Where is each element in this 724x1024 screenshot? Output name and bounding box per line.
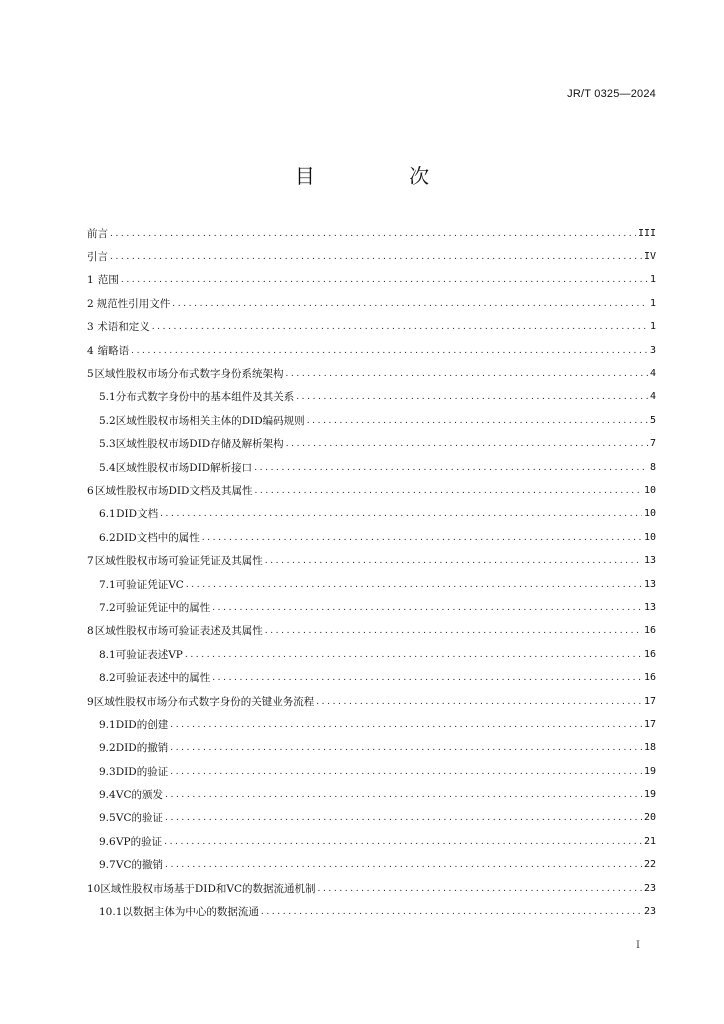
toc-entry-title: 规范性引用文件 [96, 297, 171, 310]
page-title: 目 次 [294, 164, 474, 188]
toc-entry-page: 10 [643, 484, 656, 496]
toc-entry[interactable] [87, 479, 656, 502]
toc-entry-page: 23 [643, 882, 656, 894]
toc-entry-number: 6.1 [99, 508, 116, 521]
toc-entry-page: 3 [649, 344, 656, 356]
toc-entry-page: 1 [649, 297, 656, 309]
toc-entry-page: 16 [643, 625, 656, 637]
toc-entry-page: 1 [649, 274, 656, 286]
toc-entry-number: 6.2 [99, 531, 116, 544]
toc-entry-title: VC的验证 [115, 812, 164, 825]
toc-entry-page: III [637, 227, 656, 239]
toc-entry-title: 以数据主体为中心的数据流通 [122, 906, 259, 919]
toc-dot-leader [160, 507, 642, 521]
toc-dot-leader [165, 788, 642, 802]
toc-entry-title: DID的撤销 [115, 742, 169, 755]
toc-entry-page: 17 [643, 718, 656, 730]
toc-entry-title: VC的撤销 [115, 859, 164, 872]
toc-entry-page: 8 [649, 461, 656, 473]
toc-entry-title: 区域性股权市场DID存储及解析架构 [115, 438, 284, 451]
toc-entry-title: 区域性股权市场可验证表述及其属性 [94, 625, 263, 638]
toc-entry[interactable] [87, 526, 656, 549]
toc-dot-leader [265, 554, 642, 568]
toc-entry-number: 9.5 [99, 812, 116, 825]
toc-dot-leader [164, 835, 642, 849]
toc-entry[interactable] [87, 760, 656, 783]
toc-entry-title: 区域性股权市场可验证凭证及其属性 [94, 555, 263, 568]
toc-entry-number: 3 [87, 321, 94, 334]
toc-entry[interactable] [87, 713, 656, 736]
toc-dot-leader [307, 414, 648, 428]
toc-entry-title: DID的创建 [115, 718, 169, 731]
toc-entry-page: 13 [643, 578, 656, 590]
toc-entry[interactable] [87, 783, 656, 806]
toc-dot-leader [316, 695, 642, 709]
toc-entry-number: 9 [87, 695, 94, 708]
toc-entry-number: 9.7 [99, 859, 116, 872]
toc-entry[interactable] [87, 386, 656, 409]
toc-entry-page: 5 [649, 414, 656, 426]
toc-dot-leader [185, 648, 642, 662]
toc-entry-number: 5.4 [99, 461, 116, 474]
toc-entry[interactable] [87, 900, 656, 923]
toc-entry-number: 1 [87, 274, 94, 287]
toc-entry-page: 16 [643, 648, 656, 660]
toc-entry-number: 8 [87, 625, 94, 638]
toc-entry-number: 10 [87, 882, 101, 895]
table-of-contents [87, 222, 656, 924]
toc-entry-title: 区域性股权市场相关主体的DID编码规则 [115, 414, 305, 427]
toc-entry[interactable] [87, 690, 656, 713]
toc-entry-title: 可验证表述VP [115, 648, 183, 661]
toc-entry[interactable] [87, 877, 656, 900]
toc-entry[interactable] [87, 269, 656, 292]
toc-dot-leader [317, 882, 641, 896]
toc-dot-leader [212, 601, 642, 615]
toc-entry[interactable] [87, 456, 656, 479]
toc-dot-leader [170, 741, 642, 755]
toc-entry-title: 前言 [87, 227, 108, 240]
toc-entry-number: 6 [87, 484, 94, 497]
toc-entry-title: 区域性股权市场分布式数字身份系统架构 [94, 368, 284, 381]
toc-entry[interactable] [87, 854, 656, 877]
toc-entry[interactable] [87, 830, 656, 853]
toc-dot-leader [285, 367, 648, 381]
toc-entry[interactable] [87, 737, 656, 760]
toc-entry-title: DID文档 [116, 508, 159, 521]
toc-entry-page: 17 [643, 695, 656, 707]
toc-entry-number: 7.1 [99, 578, 116, 591]
toc-entry-page: 21 [643, 835, 656, 847]
toc-entry-number: 5.3 [99, 438, 116, 451]
toc-entry-page: 10 [643, 508, 656, 520]
toc-entry-number: 7.2 [99, 601, 116, 614]
toc-entry-number: 10.1 [99, 906, 123, 919]
toc-entry-page: 4 [649, 391, 656, 403]
toc-dot-leader [170, 718, 642, 732]
toc-entry[interactable] [87, 222, 656, 245]
toc-entry-number: 7 [87, 555, 94, 568]
toc-dot-leader [110, 250, 642, 264]
toc-entry-title: 区域性股权市场基于DID和VC的数据流通机制 [100, 882, 316, 895]
toc-entry-page: 13 [643, 555, 656, 567]
toc-entry-number: 8.2 [99, 672, 116, 685]
toc-entry-title: DID文档中的属性 [115, 531, 200, 544]
toc-entry-number: 8.1 [99, 648, 116, 661]
toc-entry-title: VC的颁发 [115, 789, 164, 802]
toc-entry[interactable] [87, 549, 656, 572]
toc-entry-title: 区域性股权市场分布式数字身份的关键业务流程 [93, 695, 315, 708]
toc-entry-title: 区域性股权市场DID文档及其属性 [94, 484, 253, 497]
toc-entry-title: 缩略语 [97, 344, 130, 357]
toc-dot-leader [254, 461, 648, 475]
toc-entry-page: 19 [643, 765, 656, 777]
toc-entry-title: 范围 [97, 274, 119, 287]
page-number: I [636, 940, 640, 951]
toc-entry[interactable] [87, 807, 656, 830]
toc-entry-number: 9.4 [99, 789, 116, 802]
toc-entry[interactable] [87, 573, 656, 596]
toc-entry-page: 20 [643, 812, 656, 824]
toc-entry-page: 1 [649, 321, 656, 333]
toc-entry[interactable] [87, 666, 656, 689]
toc-entry-page: 10 [643, 531, 656, 543]
toc-entry[interactable] [87, 503, 656, 526]
toc-entry-title: 引言 [87, 251, 108, 264]
toc-entry-number: 9.2 [99, 742, 116, 755]
toc-entry-page: IV [643, 251, 656, 263]
toc-entry[interactable] [87, 409, 656, 432]
toc-entry[interactable] [87, 292, 656, 315]
toc-entry-title: DID的验证 [115, 765, 169, 778]
toc-entry-page: 13 [643, 601, 656, 613]
toc-entry[interactable] [87, 643, 656, 666]
toc-entry-page: 16 [643, 672, 656, 684]
toc-dot-leader [265, 624, 642, 638]
toc-entry-number: 4 [87, 344, 94, 357]
toc-entry-number: 9.1 [99, 718, 116, 731]
toc-entry-number: 9.3 [99, 765, 116, 778]
toc-dot-leader [261, 905, 642, 919]
toc-dot-leader [131, 344, 648, 358]
toc-entry-number: 5.1 [99, 391, 116, 404]
toc-entry-title: 术语和定义 [97, 321, 150, 334]
toc-entry-page: 18 [643, 742, 656, 754]
toc-entry-page: 22 [643, 859, 656, 871]
toc-dot-leader [152, 320, 648, 334]
toc-entry-number: 5.2 [99, 414, 116, 427]
toc-entry[interactable] [87, 339, 656, 362]
toc-entry-page: 19 [643, 789, 656, 801]
toc-entry-number: 5 [87, 368, 94, 381]
toc-dot-leader [212, 671, 642, 685]
toc-entry-title: 可验证凭证VC [115, 578, 184, 591]
toc-entry-title: 可验证凭证中的属性 [115, 601, 211, 614]
toc-entry[interactable] [87, 362, 656, 385]
toc-entry-number: 2 [87, 297, 94, 310]
toc-dot-leader [254, 484, 641, 498]
toc-dot-leader [202, 531, 642, 545]
standard-code: JR/T 0325—2024 [567, 88, 656, 100]
toc-dot-leader [170, 765, 642, 779]
toc-dot-leader [172, 297, 648, 311]
toc-entry[interactable] [87, 433, 656, 456]
toc-entry-page: 23 [643, 906, 656, 918]
toc-entry[interactable] [87, 316, 656, 339]
toc-dot-leader [165, 858, 642, 872]
toc-entry[interactable] [87, 620, 656, 643]
toc-entry-number: 9.6 [99, 835, 116, 848]
toc-entry[interactable] [87, 596, 656, 619]
toc-dot-leader [121, 273, 648, 287]
toc-entry-page: 7 [649, 438, 656, 450]
toc-entry-title: 区域性股权市场DID解析接口 [115, 461, 253, 474]
toc-entry-title: 可验证表述中的属性 [115, 672, 211, 685]
toc-dot-leader [296, 390, 648, 404]
toc-entry[interactable] [87, 245, 656, 268]
toc-entry-title: 分布式数字身份中的基本组件及其关系 [115, 391, 295, 404]
toc-entry-page: 4 [649, 368, 656, 380]
toc-dot-leader [286, 437, 648, 451]
toc-dot-leader [110, 227, 636, 241]
toc-dot-leader [186, 578, 642, 592]
toc-dot-leader [165, 811, 642, 825]
toc-entry-title: VP的验证 [115, 835, 163, 848]
